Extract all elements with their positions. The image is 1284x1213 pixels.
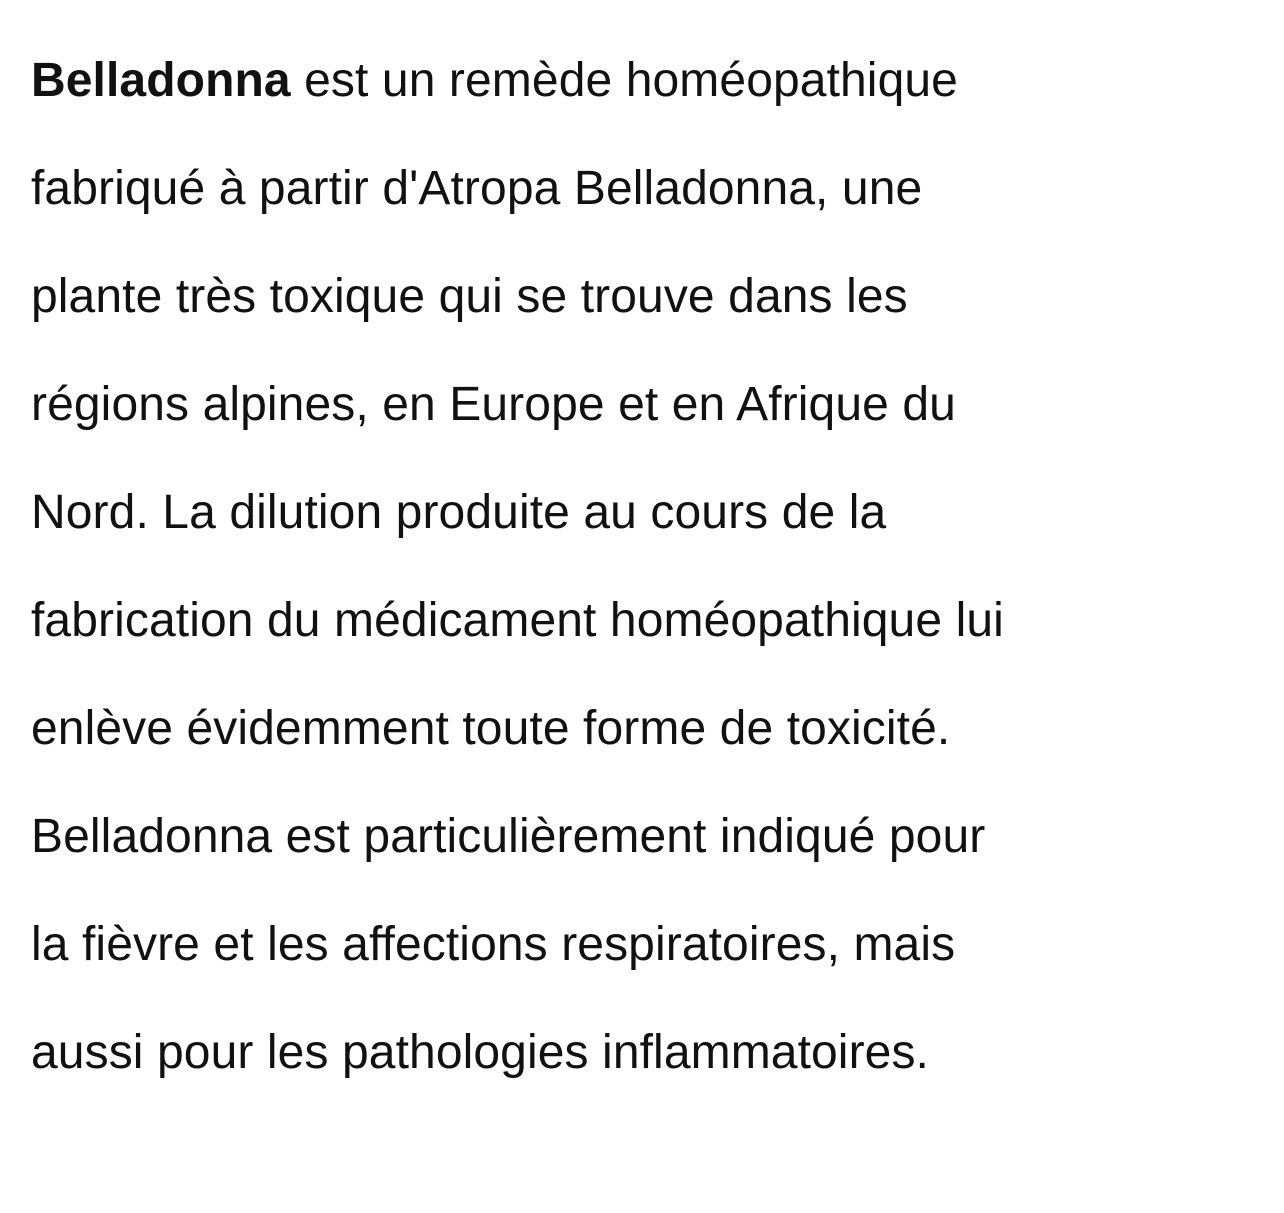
text-line: fabrication du médicament homéopathique lui	[31, 594, 1004, 647]
text-line: Belladonna est particulièrement indiqué pour	[31, 810, 986, 863]
article-body	[31, 27, 1256, 1107]
subject-name: Belladonna	[31, 54, 291, 107]
text-line: plante très toxique qui se trouve dans les	[31, 270, 908, 323]
description-paragraph	[31, 27, 1256, 1107]
text-line: est un remède homéopathique	[290, 54, 958, 107]
text-line: Nord. La dilution produite au cours de la	[31, 486, 887, 539]
text-line: enlève évidemment toute forme de toxicité.	[31, 702, 951, 755]
text-line: la fièvre et les affections respiratoires, mais	[31, 918, 956, 971]
text-line: aussi pour les pathologies inflammatoires.	[31, 1026, 929, 1079]
text-line: fabriqué à partir d'Atropa Belladonna, une	[31, 162, 923, 215]
text-line: régions alpines, en Europe et en Afrique du	[31, 378, 956, 431]
